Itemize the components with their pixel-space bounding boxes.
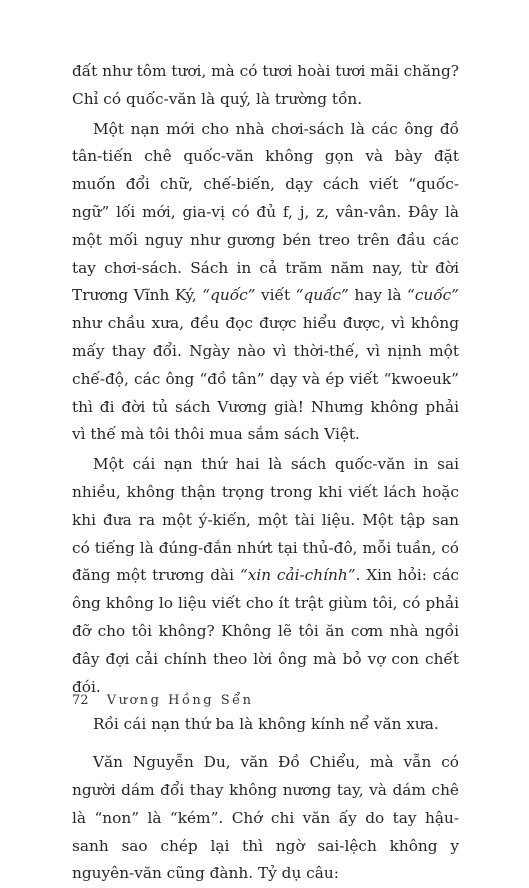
italic-quote: “cuốc”	[407, 286, 459, 305]
text-run: Một cái nạn thứ hai là sách quốc-văn in sai nhiều, không thận trọng trong khi viết lách hoặc khi đưa ra một ý-kiến, một tài liệu. Một tập san có tiếng là đúng-đắn nhứt tại thủ-đô, mỗi tuần, có đăng một trương dài	[72, 455, 459, 585]
italic-quote: “xin cải-chính”	[239, 566, 356, 585]
text-run: Một nạn mới cho nhà chơi-sách là các ông đồ tân-tiến chê quốc-văn không gọn và bày đặt muốn đổi chữ, chế-biến, dạy cách viết “quốc-ngữ” lối mới, gia-vị có đủ f, j, z, vân-vân. Đây là một mối nguy như gương bén treo trên đầu các tay chơi-sách. Sách in cả trăm năm nay, từ đời Trương Vĩnh Ký,	[72, 119, 459, 305]
text-run: như chầu xưa, đều đọc được hiểu được, vì không mấy thay đổi. Ngày nào vì thời-thế, vì nịnh một chế-độ, các ông “đồ tân” dạy và ép viết “kwoeuk” thì đi đời tủ sách Vương già! Nhưng không phải vì thế mà tôi thôi mua sắm sách Việt.	[72, 314, 459, 444]
italic-quote: “quốc”	[202, 286, 256, 305]
page-footer	[72, 693, 254, 708]
text-run: Văn Nguyễn Du, văn Đồ Chiểu, mà vẫn có người dám đổi thay không nương tay, và dám chê là “non” là “kém”. Chớ chi văn ấy do tay hậu-sanh sao chép lại thì ngờ sai-lệch không y nguyên-văn cũng đành. Tỷ dụ câu:	[72, 753, 459, 883]
paragraph	[72, 58, 459, 114]
paragraph	[72, 451, 459, 701]
paragraph	[72, 711, 459, 739]
page-body	[72, 58, 459, 888]
paragraph	[72, 749, 459, 888]
text-run: đất như tôm tươi, mà có tươi hoài tươi mãi chăng? Chỉ có quốc-văn là quý, là trường tồn.	[72, 62, 459, 108]
text-run: viết	[255, 286, 296, 305]
text-run: . Xin hỏi: các ông không lo liệu viết cho ít trật giùm tôi, có phải đỡ cho tôi không? Không lẽ tôi ăn cơm nhà ngồi đây đợi cải chính theo lời ông mà bỏ vợ con chết đói.	[72, 566, 460, 696]
paragraph	[72, 116, 459, 450]
page-number: 72	[72, 693, 89, 708]
text-run: Rồi cái nạn thứ ba là không kính nể văn xưa.	[93, 715, 439, 734]
running-author: Vương Hồng Sển	[106, 693, 254, 708]
italic-quote: “quấc”	[295, 286, 349, 305]
text-run: hay là	[348, 286, 407, 305]
